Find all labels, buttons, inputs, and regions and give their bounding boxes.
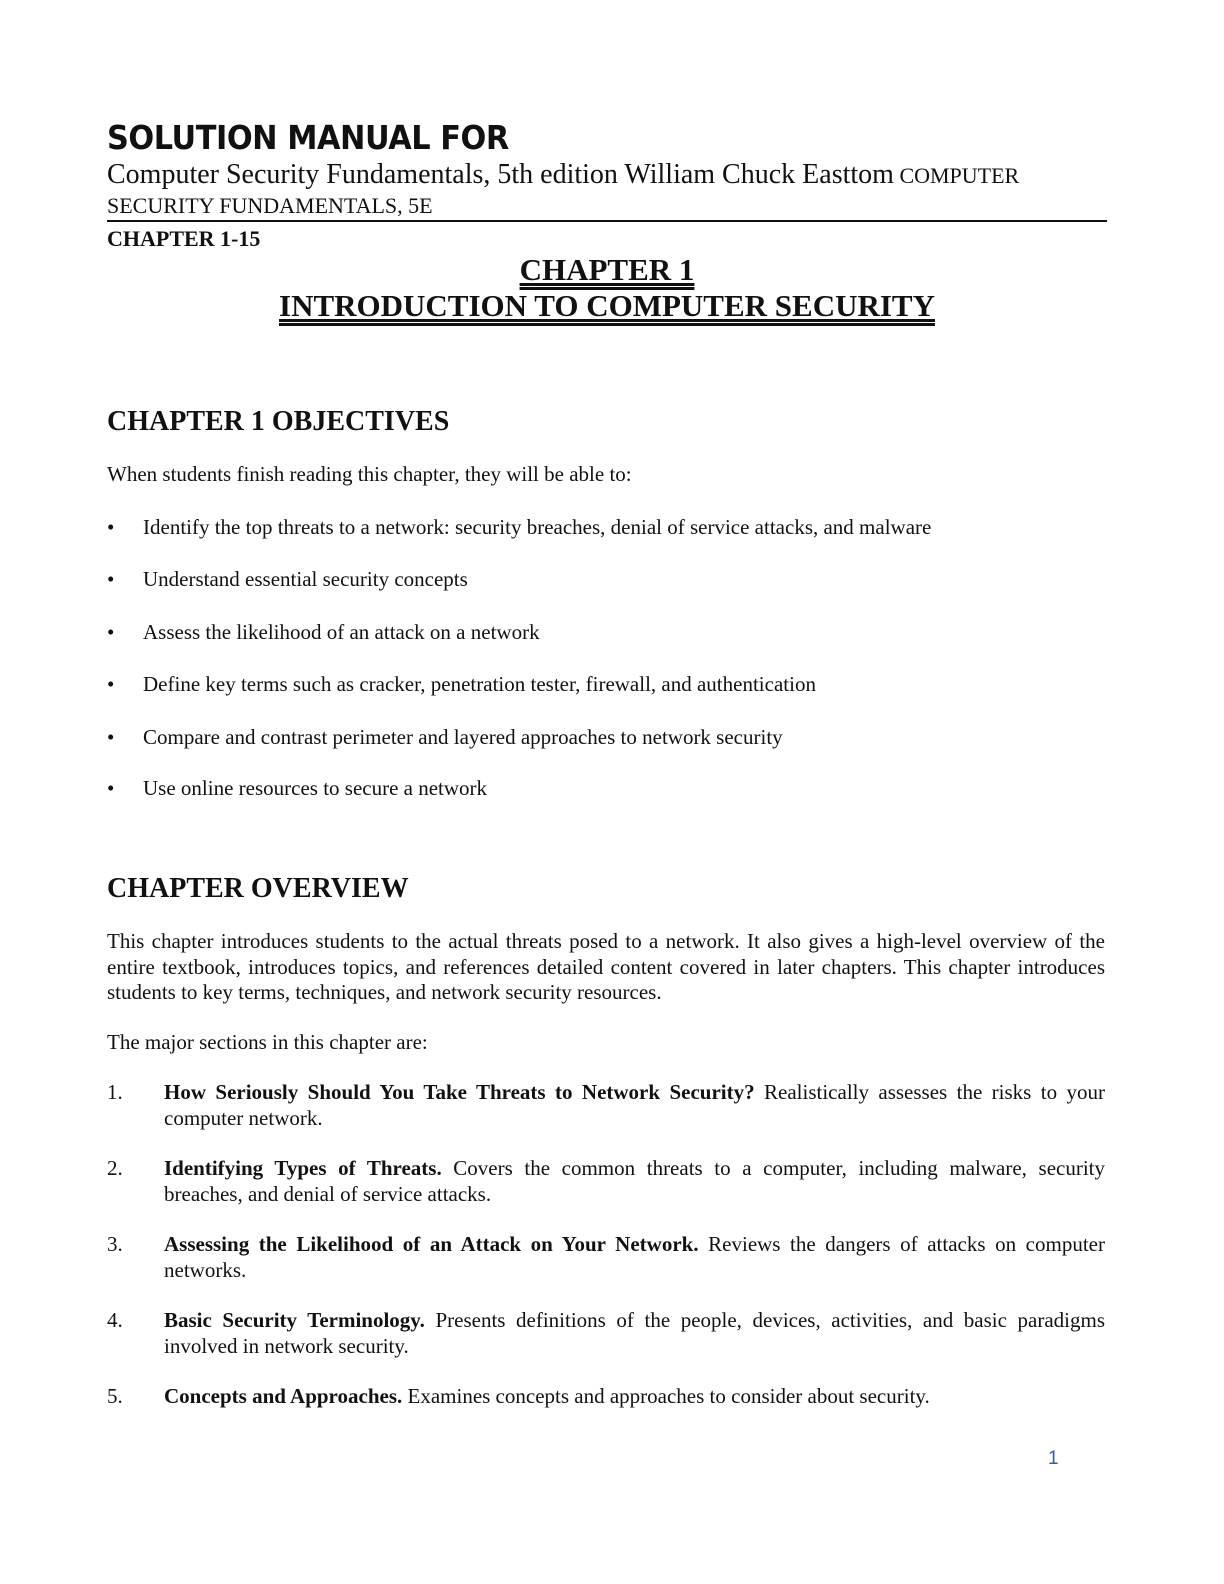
book-title-line: Computer Security Fundamentals, 5th edition William Chuck Easttom	[107, 159, 894, 190]
section-description: Presents definitions of the people, devices, activities, and basic paradigms involved in network security.	[164, 1308, 1105, 1358]
objectives-intro: When students finish reading this chapter, they will be able to:	[107, 462, 632, 486]
overview-heading: CHAPTER OVERVIEW	[107, 873, 409, 904]
section-title: Concepts and Approaches.	[164, 1384, 403, 1408]
section-number: 5.	[107, 1384, 123, 1408]
book-title-caps: COMPUTER	[899, 163, 1020, 188]
section-title: Assessing the Likelihood of an Attack on Your Network.	[164, 1232, 699, 1256]
section-description: Realistically assesses the risks to your computer network.	[164, 1080, 1105, 1130]
chapter-title: INTRODUCTION TO COMPUTER SECURITY	[279, 288, 935, 323]
section-number: 1.	[107, 1080, 123, 1104]
page-number: 1	[1048, 1448, 1059, 1469]
objective-text: Assess the likelihood of an attack on a network	[143, 620, 540, 644]
objective-text: Understand essential security concepts	[143, 567, 468, 591]
section-body	[164, 1232, 1105, 1283]
objective-text: Use online resources to secure a network	[143, 776, 488, 800]
section-body	[164, 1384, 1105, 1410]
section-body	[164, 1156, 1105, 1207]
bullet-icon: •	[107, 725, 115, 749]
objective-text: Identify the top threats to a network: security breaches, denial of service attacks, and malware	[143, 515, 932, 539]
bullet-icon: •	[107, 567, 115, 591]
section-number: 3.	[107, 1232, 123, 1256]
section-number: 4.	[107, 1308, 123, 1332]
bullet-icon: •	[107, 620, 115, 644]
section-title: How Seriously Should You Take Threats to Network Security?	[164, 1080, 755, 1104]
section-title: Basic Security Terminology.	[164, 1308, 425, 1332]
chapter-range: CHAPTER 1-15	[107, 226, 261, 251]
overview-paragraph: This chapter introduces students to the actual threats posed to a network. It also gives a high-level overview of the entire textbook, introduces topics, and references detailed content covered in later chapters. This chapter introduces students to key terms, techniques, and network security resources.	[107, 929, 1105, 1004]
manual-title: SOLUTION MANUAL FOR	[107, 118, 509, 157]
section-description: Covers the common threats to a computer, including malware, security breaches, and denial of service attacks.	[164, 1156, 1105, 1206]
bullet-icon: •	[107, 672, 115, 696]
section-body	[164, 1080, 1105, 1131]
header-divider	[107, 220, 1107, 222]
section-number: 2.	[107, 1156, 123, 1180]
sections-intro: The major sections in this chapter are:	[107, 1030, 428, 1054]
section-description: Reviews the dangers of attacks on computer networks.	[164, 1232, 1105, 1282]
bullet-icon: •	[107, 776, 115, 800]
book-info	[107, 160, 1105, 221]
bullet-icon: •	[107, 515, 115, 539]
chapter-number: CHAPTER 1	[519, 252, 695, 287]
book-title-line2: SECURITY FUNDAMENTALS, 5E	[107, 193, 433, 218]
section-body	[164, 1308, 1105, 1359]
objectives-heading: CHAPTER 1 OBJECTIVES	[107, 406, 450, 437]
objective-text: Compare and contrast perimeter and layered approaches to network security	[143, 725, 783, 749]
section-description: Examines concepts and approaches to consider about security.	[402, 1384, 930, 1408]
section-title: Identifying Types of Threats.	[164, 1156, 442, 1180]
objective-text: Define key terms such as cracker, penetration tester, firewall, and authentication	[143, 672, 816, 696]
